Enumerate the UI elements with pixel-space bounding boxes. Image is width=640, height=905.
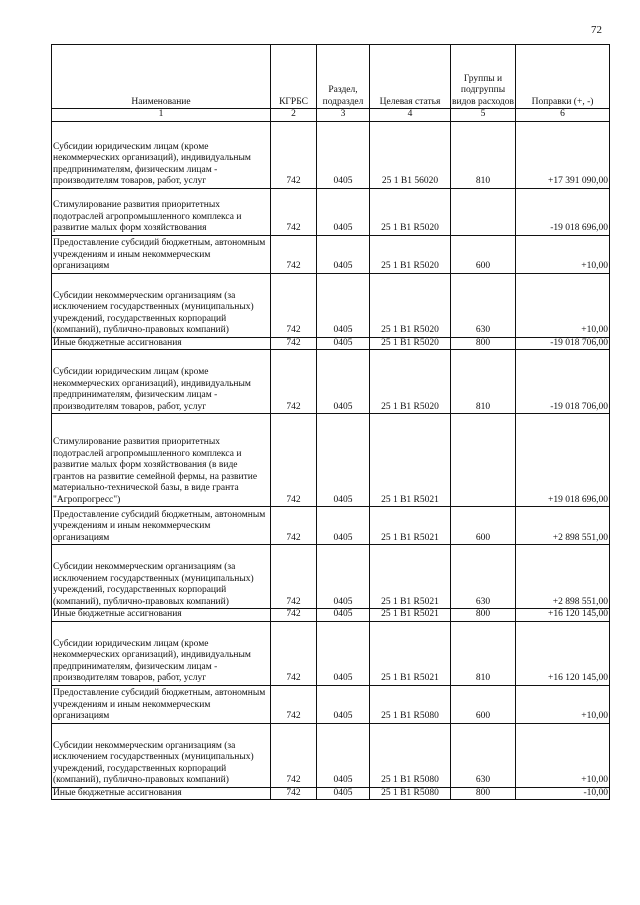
row-section: 0405 (317, 609, 370, 622)
row-target-article: 25 1 B1 R5080 (370, 787, 451, 800)
header-kgrbs: КГРБС (271, 45, 317, 109)
row-target-article: 25 1 B1 R5021 (370, 507, 451, 545)
column-number-row (52, 109, 610, 122)
row-kgrbs: 742 (271, 787, 317, 800)
table-header-row (52, 45, 610, 109)
table-row (52, 414, 610, 507)
row-expense-group: 600 (451, 685, 516, 723)
table-row (52, 350, 610, 414)
row-kgrbs: 742 (271, 507, 317, 545)
table-row (52, 235, 610, 273)
row-section: 0405 (317, 685, 370, 723)
row-amount: +10,00 (516, 273, 610, 337)
row-amount: -19 018 696,00 (516, 188, 610, 235)
row-amount: +10,00 (516, 235, 610, 273)
row-kgrbs: 742 (271, 121, 317, 188)
table-row (52, 723, 610, 787)
column-number: 5 (451, 109, 516, 122)
row-target-article: 25 1 B1 R5080 (370, 685, 451, 723)
row-target-article: 25 1 B1 56020 (370, 121, 451, 188)
row-section: 0405 (317, 787, 370, 800)
row-name: Стимулирование развития приоритетных подотраслей агропромышленного комплекса и развитие малых форм хозяйствования (52, 188, 271, 235)
table-row (52, 507, 610, 545)
header-name: Наименование (52, 45, 271, 109)
row-kgrbs: 742 (271, 609, 317, 622)
header-amendments: Поправки (+, -) (516, 45, 610, 109)
row-name: Субсидии юридическим лицам (кроме некоммерческих организаций), индивидуальным предпринимателям, физическим лицам - производителям товаров, работ, услуг (52, 621, 271, 685)
row-name: Предоставление субсидий бюджетным, автономным учреждениям и иным некоммерческим организациям (52, 235, 271, 273)
row-name: Субсидии некоммерческим организациям (за исключением государственных (муниципальных) учреждений, государственных корпораций (компаний), публично-правовых компаний) (52, 723, 271, 787)
header-target-article: Целевая статья (370, 45, 451, 109)
row-name: Иные бюджетные ассигнования (52, 337, 271, 350)
column-number: 3 (317, 109, 370, 122)
row-name: Субсидии юридическим лицам (кроме некоммерческих организаций), индивидуальным предпринимателям, физическим лицам - производителям товаров, работ, услуг (52, 350, 271, 414)
row-target-article: 25 1 B1 R5020 (370, 273, 451, 337)
row-section: 0405 (317, 507, 370, 545)
row-kgrbs: 742 (271, 621, 317, 685)
row-target-article: 25 1 B1 R5020 (370, 337, 451, 350)
row-section: 0405 (317, 350, 370, 414)
row-expense-group: 800 (451, 609, 516, 622)
row-section: 0405 (317, 235, 370, 273)
row-section: 0405 (317, 337, 370, 350)
column-number: 1 (52, 109, 271, 122)
row-kgrbs: 742 (271, 685, 317, 723)
table-body (52, 121, 610, 800)
row-expense-group: 800 (451, 787, 516, 800)
row-name: Иные бюджетные ассигнования (52, 787, 271, 800)
row-section: 0405 (317, 414, 370, 507)
row-kgrbs: 742 (271, 188, 317, 235)
table-row (52, 337, 610, 350)
row-kgrbs: 742 (271, 235, 317, 273)
row-expense-group: 810 (451, 350, 516, 414)
table-row (52, 121, 610, 188)
table-row (52, 273, 610, 337)
row-name: Предоставление субсидий бюджетным, автономным учреждениям и иным некоммерческим организациям (52, 507, 271, 545)
row-kgrbs: 742 (271, 273, 317, 337)
row-kgrbs: 742 (271, 545, 317, 609)
header-section: Раздел, подраздел (317, 45, 370, 109)
row-target-article: 25 1 B1 R5020 (370, 235, 451, 273)
table-row (52, 787, 610, 800)
row-section: 0405 (317, 273, 370, 337)
row-kgrbs: 742 (271, 723, 317, 787)
header-expense-group: Группы и подгруппы видов расходов (451, 45, 516, 109)
row-amount: +16 120 145,00 (516, 621, 610, 685)
row-target-article: 25 1 B1 R5021 (370, 545, 451, 609)
row-expense-group: 600 (451, 235, 516, 273)
row-amount: +2 898 551,00 (516, 545, 610, 609)
row-name: Субсидии некоммерческим организациям (за исключением государственных (муниципальных) учреждений, государственных корпораций (компаний), публично-правовых компаний) (52, 273, 271, 337)
column-number: 2 (271, 109, 317, 122)
row-kgrbs: 742 (271, 337, 317, 350)
row-name: Стимулирование развития приоритетных подотраслей агропромышленного комплекса и развитие малых форм хозяйствования (в виде грантов на развитие семейной фермы, на развитие материально-технической базы, в виде гранта "Агропрогресс") (52, 414, 271, 507)
row-expense-group: 630 (451, 545, 516, 609)
row-section: 0405 (317, 723, 370, 787)
row-expense-group (451, 188, 516, 235)
row-amount: +10,00 (516, 723, 610, 787)
table-row (52, 685, 610, 723)
row-target-article: 25 1 B1 R5020 (370, 188, 451, 235)
row-expense-group: 630 (451, 273, 516, 337)
column-number: 4 (370, 109, 451, 122)
row-expense-group: 630 (451, 723, 516, 787)
row-name: Предоставление субсидий бюджетным, автономным учреждениям и иным некоммерческим организациям (52, 685, 271, 723)
row-target-article: 25 1 B1 R5080 (370, 723, 451, 787)
row-target-article: 25 1 B1 R5021 (370, 621, 451, 685)
table-row (52, 188, 610, 235)
row-expense-group (451, 414, 516, 507)
page-number: 72 (591, 24, 602, 36)
row-amount: -10,00 (516, 787, 610, 800)
table-row (52, 621, 610, 685)
row-expense-group: 810 (451, 621, 516, 685)
row-amount: +19 018 696,00 (516, 414, 610, 507)
row-name: Иные бюджетные ассигнования (52, 609, 271, 622)
row-expense-group: 600 (451, 507, 516, 545)
row-name: Субсидии некоммерческим организациям (за исключением государственных (муниципальных) учреждений, государственных корпораций (компаний), публично-правовых компаний) (52, 545, 271, 609)
row-amount: +10,00 (516, 685, 610, 723)
table-row (52, 545, 610, 609)
column-number: 6 (516, 109, 610, 122)
row-section: 0405 (317, 621, 370, 685)
row-name: Субсидии юридическим лицам (кроме некоммерческих организаций), индивидуальным предпринимателям, физическим лицам - производителям товаров, работ, услуг (52, 121, 271, 188)
row-section: 0405 (317, 545, 370, 609)
row-expense-group: 800 (451, 337, 516, 350)
row-kgrbs: 742 (271, 414, 317, 507)
row-expense-group: 810 (451, 121, 516, 188)
row-section: 0405 (317, 121, 370, 188)
row-kgrbs: 742 (271, 350, 317, 414)
row-amount: +2 898 551,00 (516, 507, 610, 545)
budget-amendments-table (51, 44, 610, 800)
row-target-article: 25 1 B1 R5021 (370, 414, 451, 507)
table-row (52, 609, 610, 622)
row-amount: +16 120 145,00 (516, 609, 610, 622)
row-target-article: 25 1 B1 R5021 (370, 609, 451, 622)
row-amount: -19 018 706,00 (516, 350, 610, 414)
row-amount: -19 018 706,00 (516, 337, 610, 350)
row-amount: +17 391 090,00 (516, 121, 610, 188)
row-target-article: 25 1 B1 R5020 (370, 350, 451, 414)
row-section: 0405 (317, 188, 370, 235)
